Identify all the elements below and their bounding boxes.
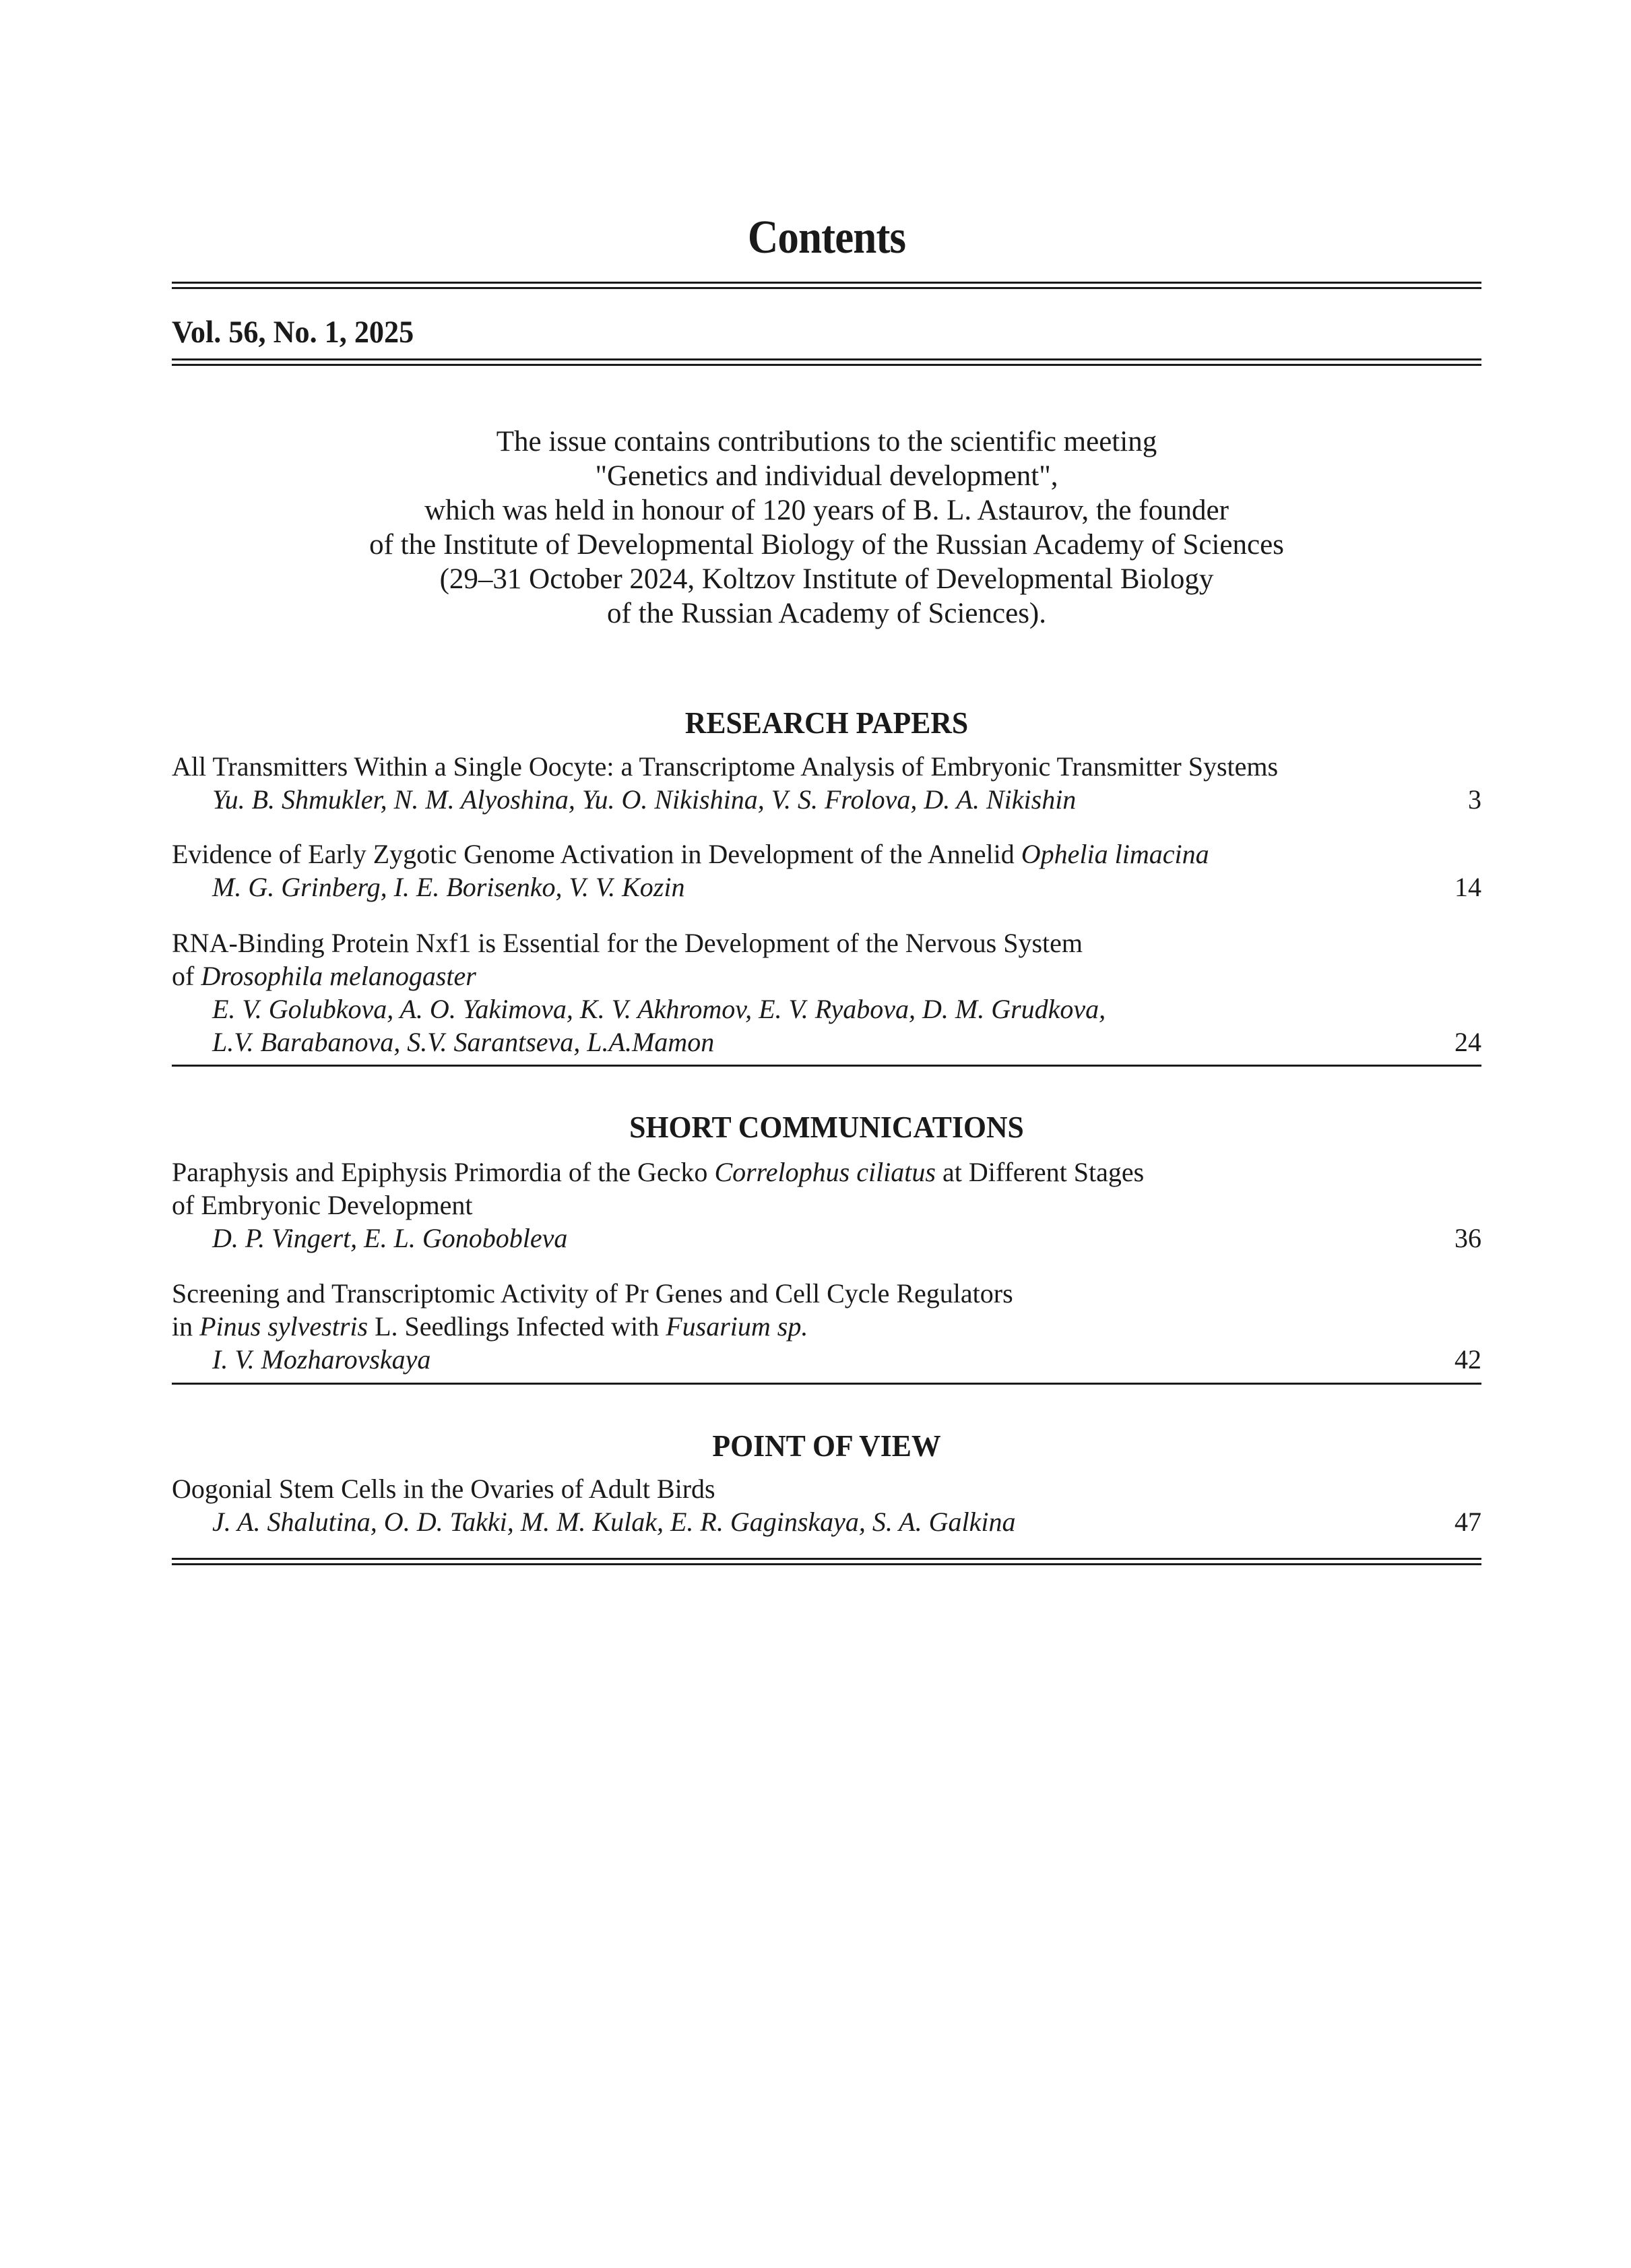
article-authors: I. V. Mozharovskaya <box>212 1344 431 1375</box>
article-authors: Yu. B. Shmukler, N. M. Alyoshina, Yu. O. Nikishina, V. S. Frolova, D. A. Nikishin <box>212 784 1077 815</box>
page-number: 3 <box>1468 784 1481 815</box>
article-title: Paraphysis and Epiphysis Primordia of the Gecko Correlophus ciliatus at Different Stages <box>172 1157 1145 1187</box>
section-divider <box>172 1383 1481 1385</box>
volume-label: Vol. 56, No. 1, 2025 <box>172 315 414 350</box>
end-rule <box>172 1558 1481 1565</box>
article-title: Screening and Transcriptomic Activity of Pr Genes and Cell Cycle Regulators <box>172 1278 1013 1309</box>
toc-entry[interactable] <box>172 838 1481 904</box>
title-rule <box>172 282 1481 289</box>
toc-entry[interactable] <box>172 1472 1481 1538</box>
article-title: All Transmitters Within a Single Oocyte: a Transcriptome Analysis of Embryonic Transmitter Systems <box>172 751 1279 782</box>
page-number: 36 <box>1454 1223 1481 1253</box>
toc-entry[interactable] <box>172 1156 1481 1255</box>
section-divider <box>172 1065 1481 1067</box>
intro-line: of the Institute of Developmental Biology of the Russian Academy of Sciences <box>369 529 1284 561</box>
page-number: 42 <box>1454 1344 1481 1375</box>
page-number: 24 <box>1454 1027 1481 1057</box>
article-title-continued: of Embryonic Development <box>172 1190 473 1220</box>
section-heading-research-papers: RESEARCH PAPERS <box>684 705 969 740</box>
section-heading-short-communications: SHORT COMMUNICATIONS <box>629 1110 1024 1144</box>
toc-entry[interactable] <box>172 926 1481 1059</box>
section-heading-point-of-view: POINT OF VIEW <box>712 1428 941 1463</box>
page-number: 14 <box>1454 872 1481 902</box>
article-title: RNA-Binding Protein Nxf1 is Essential for the Development of the Nervous System <box>172 928 1083 958</box>
toc-entry[interactable] <box>172 750 1481 816</box>
article-title: Evidence of Early Zygotic Genome Activation in Development of the Annelid Ophelia limacina <box>172 839 1209 869</box>
issue-intro <box>172 424 1481 631</box>
article-title-continued: of Drosophila melanogaster <box>172 961 476 991</box>
intro-line: which was held in honour of 120 years of B. L. Astaurov, the founder <box>424 495 1229 526</box>
page-number: 47 <box>1454 1507 1481 1537</box>
article-authors: M. G. Grinberg, I. E. Borisenko, V. V. Kozin <box>212 872 685 902</box>
article-title-continued: in Pinus sylvestris L. Seedlings Infected with Fusarium sp. <box>172 1311 808 1342</box>
toc-entry[interactable] <box>172 1277 1481 1376</box>
article-authors: E. V. Golubkova, A. O. Yakimova, K. V. Akhromov, E. V. Ryabova, D. M. Grudkova, <box>212 994 1106 1024</box>
article-authors: D. P. Vingert, E. L. Gonobobleva <box>212 1223 568 1253</box>
intro-line: of the Russian Academy of Sciences). <box>607 598 1046 629</box>
intro-line: "Genetics and individual development", <box>595 460 1058 492</box>
article-authors-continued: L.V. Barabanova, S.V. Sarantseva, L.A.Mamon <box>212 1027 715 1057</box>
page-title: Contents <box>747 212 906 263</box>
volume-rule <box>172 358 1481 366</box>
article-authors: J. A. Shalutina, O. D. Takki, M. M. Kulak, E. R. Gaginskaya, S. A. Galkina <box>212 1507 1016 1537</box>
intro-line: The issue contains contributions to the scientific meeting <box>496 426 1157 458</box>
intro-line: (29–31 October 2024, Koltzov Institute of Developmental Biology <box>439 563 1214 595</box>
article-title: Oogonial Stem Cells in the Ovaries of Adult Birds <box>172 1474 715 1504</box>
